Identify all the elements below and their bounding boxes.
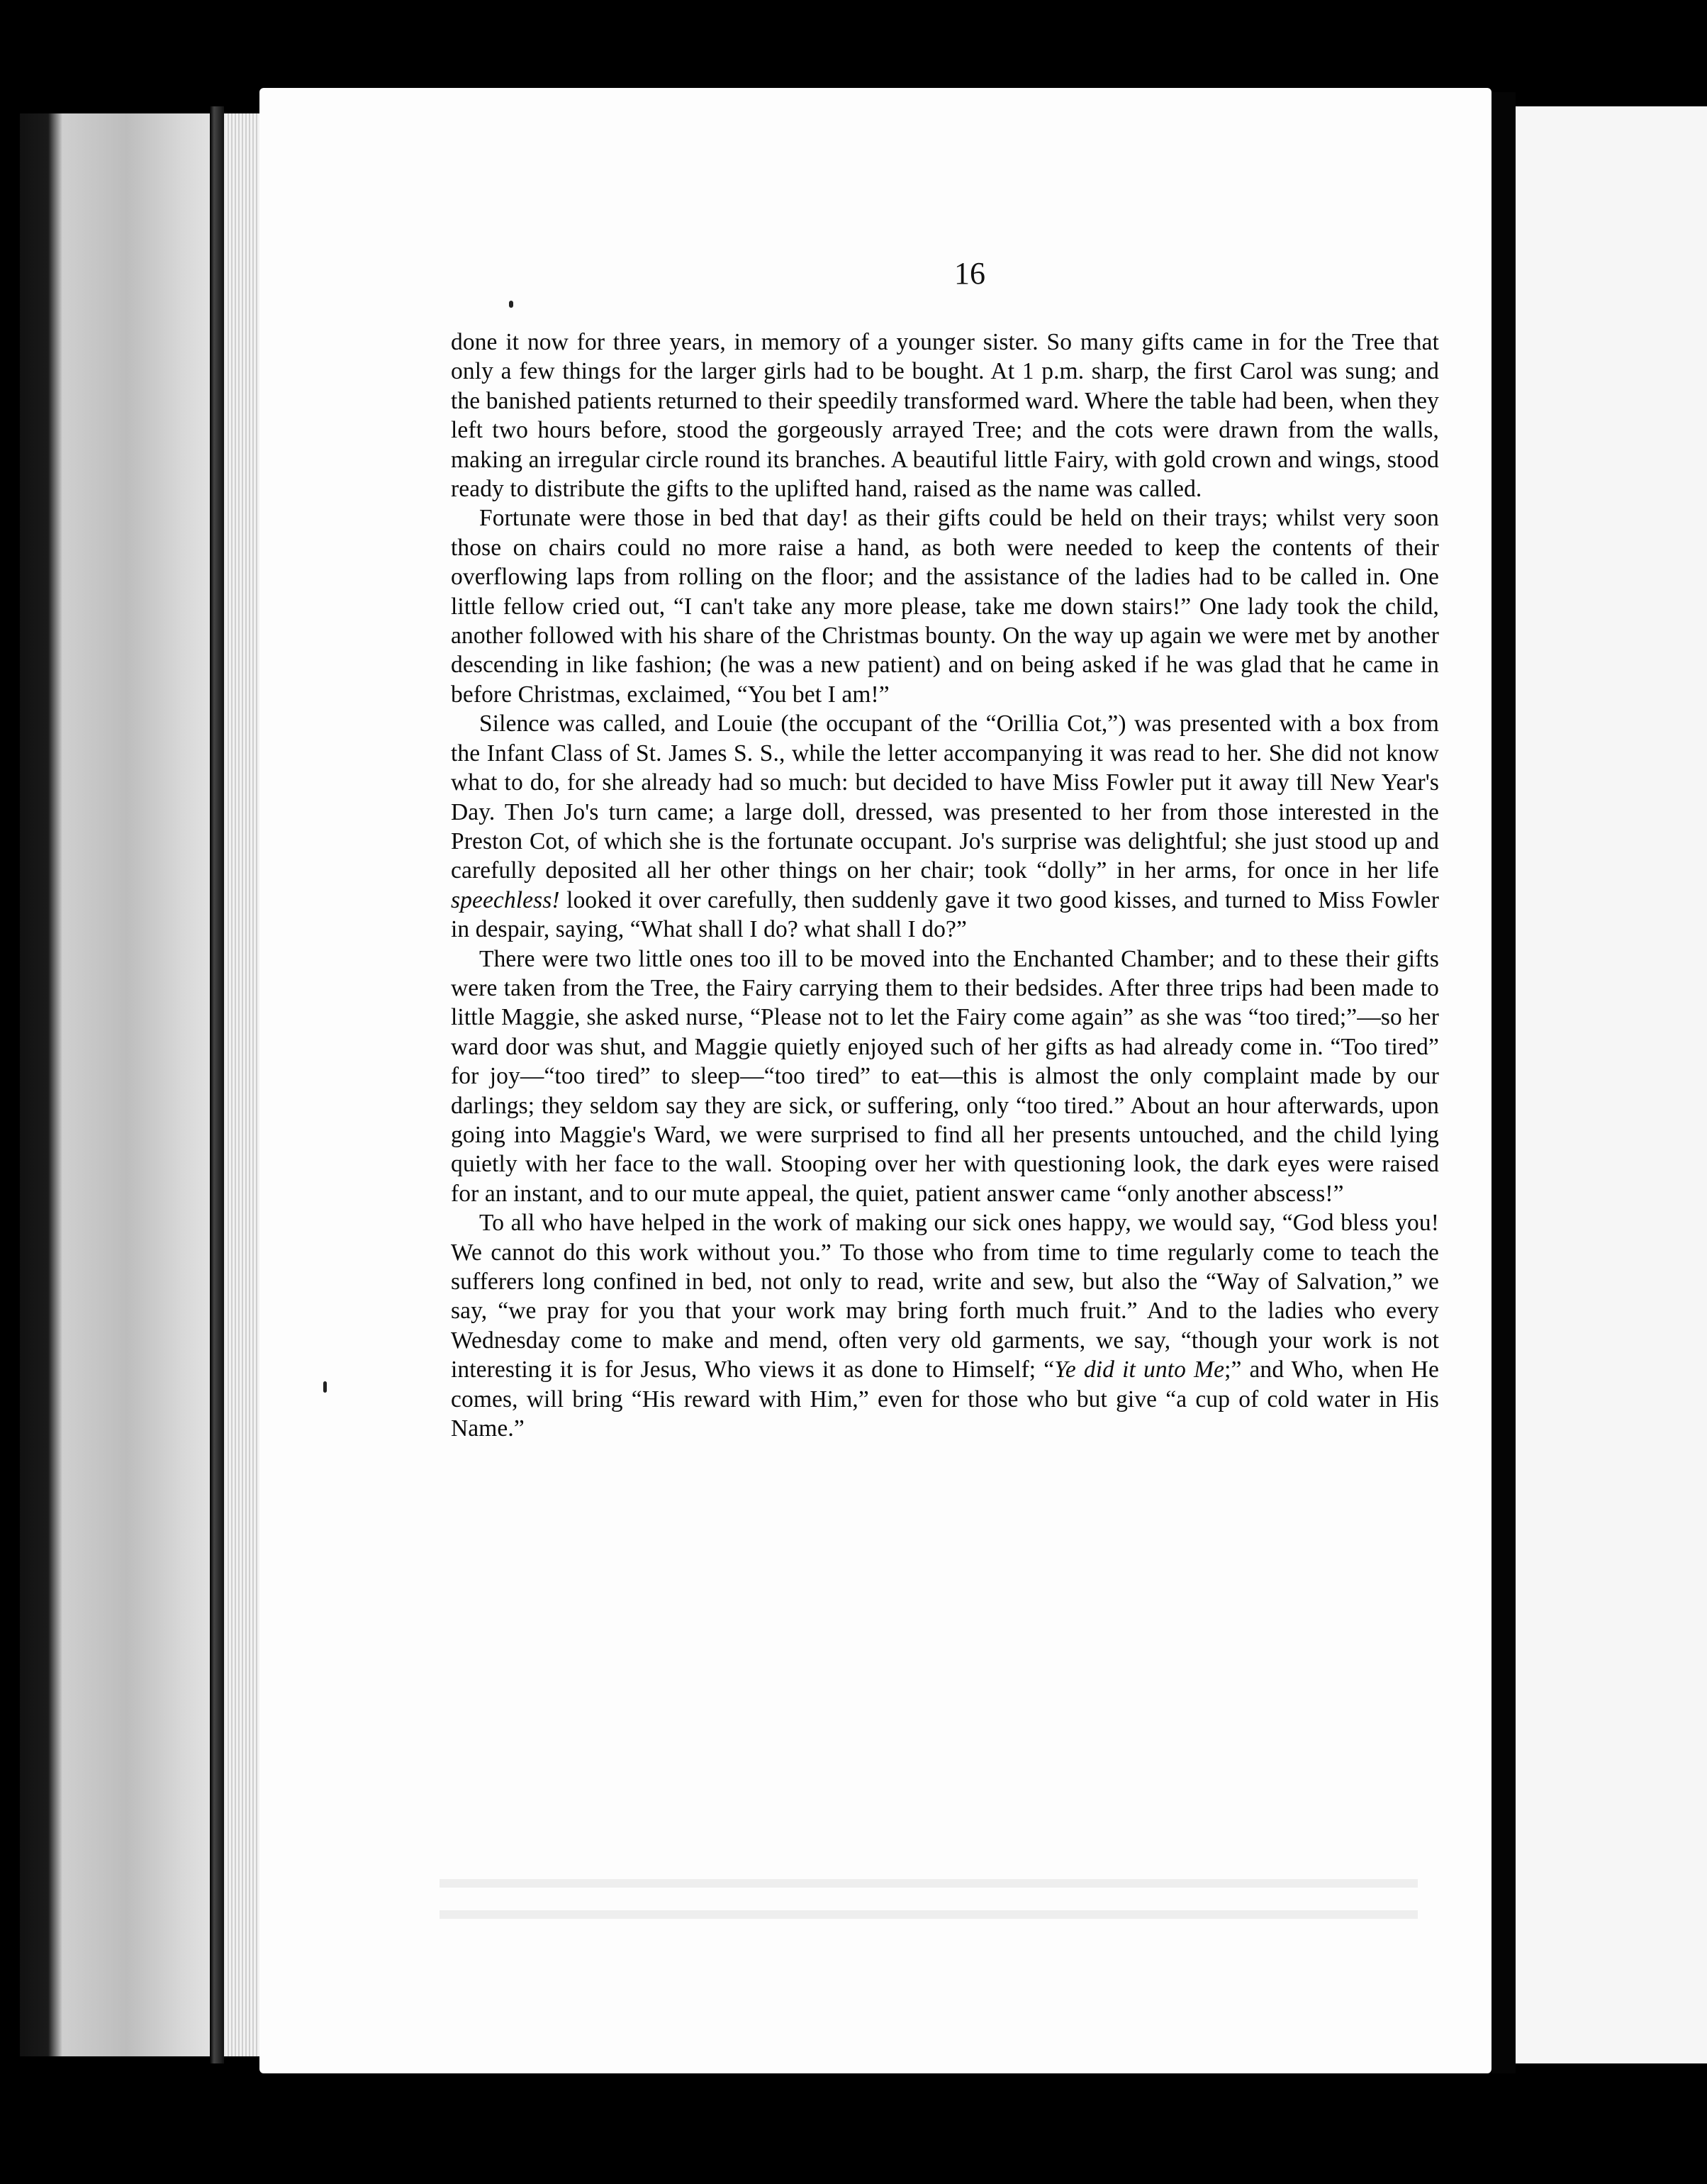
ink-speck [509,301,513,308]
text-run: Silence was called, and Louie (the occupant of the “Orillia Cot,”) was presented with a box from the Infant Class of St. James S. S., while the letter accompanying it was read to her. She did not know what to do, for she already had so much: but decided to have Miss Fowler put it away till New Year's Day. Then Jo's turn came; a large doll, dressed, was presented to her from those interested in the Preston Cot, of which she is the fortunate occupant. Jo's surprise was delightful; she just stood up and carefully deposited all her other things on her chair; took “dolly” in her arms, for once in her life [451,711,1439,884]
page-stack-edge [225,113,261,2056]
text-run: To all who have helped in the work of making our sick ones happy, we would say, “God bless you! We cannot do this work without you.” To those who from time to time regularly come to teach the sufferers long confined in bed, not only to read, write and sew, but also the “Way of Salvation,” we say, “we pray for you that your work may bring forth much fruit.” And to the ladies who every Wednesday come to make and mend, often very old garments, we say, “though your work is not interesting it is for Jesus, Who views it as done to Himself; “ [451,1210,1439,1383]
text-run: Fortunate were those in bed that day! as their gifts could be held on their trays; whilst very soon those on chairs could no more raise a hand, as both were needed to keep the contents of their overflowing laps from rolling on the floor; and the assistance of the ladies had to be called in. One little fellow cried out, “I can't take any more please, take me down stairs!” One lady took the child, another followed with his share of the Christmas bounty. On the way up again we were met by another descending in like fashion; (he was a new patient) and on being asked if he was glad that he came in before Christmas, exclaimed, “You bet I am!” [451,505,1439,708]
paragraph [451,328,1439,503]
scanner-background-bottom [0,2073,1707,2184]
paragraph [451,945,1439,1209]
page-number: 16 [954,256,985,291]
text-run: ;” and Who, when He comes, will bring “His reward with Him,” even for those who but give “a cup of cold water in His Name.” [451,1356,1439,1442]
italic-text: Ye did it unto Me [1054,1356,1225,1383]
text-run: done it now for three years, in memory of a younger sister. So many gifts came in for the Tree that only a few things for the larger girls had to be bought. At 1 p.m. sharp, the first Carol was sung; and the banished patients returned to their speedily transformed ward. Where the table had been, when they left two hours before, stood the gorgeously arrayed Tree; and the cots were drawn from the walls, making an irregular circle round its branches. A beautiful little Fairy, with gold crown and wings, stood ready to distribute the gifts to the uplifted hand, raised as the name was called. [451,329,1439,503]
ink-speck [323,1381,327,1393]
italic-text: speechless! [451,886,560,913]
right-gutter [1491,92,1516,2078]
text-run: There were two little ones too ill to be moved into the Enchanted Chamber; and to these their gifts were taken from the Tree, the Fairy carrying them to their bedsides. After three trips had been made to little Maggie, she asked nurse, “Please not to let the Fairy come again” as she was “too tired;”—so her ward door was shut, and Maggie quietly enjoyed such of her gifts as had already come in. “Too tired” for joy—“too tired” to sleep—“too tired” to eat—this is almost the only complaint made by our darlings; they seldom say they are sick, or suffering, only “too tired.” About an hour afterwards, upon going into Maggie's Ward, we were surprised to find all her presents untouched, and the child lying quietly with her face to the wall. Stooping over her with questioning look, the dark eyes were raised for an instant, and to our mute appeal, the quiet, patient answer came “only another abscess!” [451,945,1439,1207]
text-run: looked it over carefully, then suddenly gave it two good kisses, and turned to Miss Fowler in despair, saying, “What shall I do? what shall I do?” [451,886,1439,943]
paragraph [451,1208,1439,1443]
show-through-text [440,1872,1418,1936]
left-book-block [20,113,233,2056]
facing-page-edge [1516,106,1707,2063]
body-text [451,328,1439,1443]
paragraph [451,709,1439,944]
paragraph [451,503,1439,709]
book-spine-edge [210,106,224,2063]
